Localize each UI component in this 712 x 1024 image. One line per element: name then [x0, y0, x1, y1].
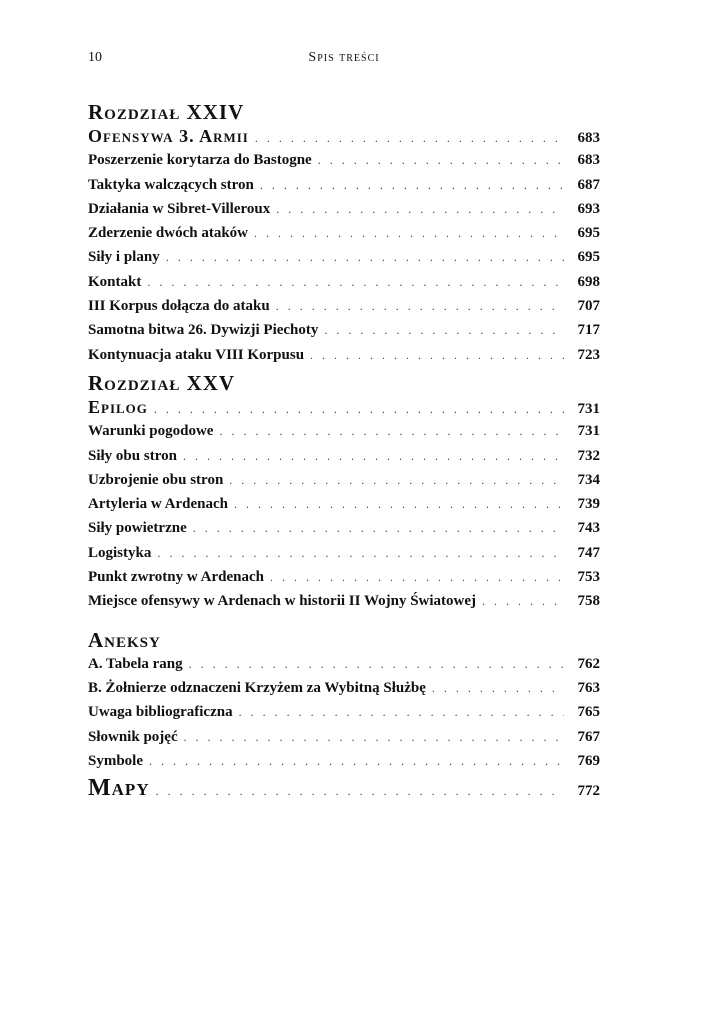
entry-page: 772	[577, 783, 600, 800]
dot-leader	[219, 419, 564, 443]
chapter-heading-25: Rozdział XXV	[88, 370, 236, 395]
toc-entry	[88, 652, 600, 676]
toc-entry	[88, 148, 600, 172]
entry-title: Taktyka walczących stron	[88, 176, 254, 193]
dot-leader	[234, 492, 564, 516]
dot-leader	[260, 173, 564, 197]
entry-page: 683	[577, 152, 600, 169]
entry-title: Miejsce ofensywy w Ardenach w historii II Wojny Światowej	[88, 593, 477, 610]
table-of-contents	[88, 100, 600, 803]
entry-title: Działania w Sibret-Villeroux	[88, 200, 271, 217]
entry-title: Warunki pogodowe	[88, 423, 214, 440]
entry-page: 747	[577, 544, 600, 561]
entry-title: Kontakt	[88, 273, 142, 290]
dot-leader	[255, 126, 564, 150]
entry-title: Logistyka	[88, 544, 152, 561]
toc-entry	[88, 318, 600, 342]
toc-entry	[88, 749, 600, 773]
entry-page: 758	[577, 593, 600, 610]
entry-title: Siły powietrzne	[88, 520, 187, 537]
entry-title: Poszerzenie korytarza do Bastogne	[88, 152, 312, 169]
page-number: 10	[88, 50, 102, 65]
dot-leader	[183, 444, 564, 468]
toc-entry	[88, 245, 600, 269]
spacer	[88, 614, 600, 628]
entry-title: Słownik pojęć	[88, 728, 178, 745]
dot-leader	[189, 652, 564, 676]
toc-entry	[88, 419, 600, 443]
entry-page: 683	[577, 130, 600, 146]
dot-leader	[318, 148, 564, 172]
entry-page: 753	[577, 569, 600, 586]
dot-leader	[482, 589, 564, 613]
entry-title: B. Żołnierze odznaczeni Krzyżem za Wybitną Służbę	[88, 679, 426, 696]
entry-title: Zderzenie dwóch ataków	[88, 225, 248, 242]
dot-leader	[432, 676, 564, 700]
entry-title: Artyleria w Ardenach	[88, 496, 228, 513]
toc-entry	[88, 700, 600, 724]
entry-page: 693	[577, 200, 600, 217]
running-head	[88, 50, 600, 70]
dot-leader	[239, 700, 564, 724]
entry-page: 734	[577, 471, 600, 488]
toc-entry	[88, 565, 600, 589]
dot-leader	[276, 294, 564, 318]
dot-leader	[157, 541, 564, 565]
entry-page: 731	[577, 400, 600, 417]
entry-title: III Korpus dołącza do ataku	[88, 298, 270, 315]
chapter-heading-24: Rozdział XXIV	[88, 100, 245, 124]
entry-page: 739	[577, 496, 600, 513]
entry-page: 707	[577, 298, 600, 315]
toc-entry	[88, 444, 600, 468]
entry-title: Punkt zwrotny w Ardenach	[88, 569, 264, 586]
entry-title: Mapy	[88, 775, 150, 802]
toc-entry	[88, 294, 600, 318]
toc-entry	[88, 270, 600, 294]
dot-leader	[193, 516, 564, 540]
dot-leader	[154, 397, 564, 421]
dot-leader	[149, 749, 564, 773]
entry-title: A. Tabela rang	[88, 655, 183, 672]
dot-leader	[254, 221, 564, 245]
entry-page: 717	[577, 322, 600, 339]
toc-entry-chapter-25-title	[88, 395, 600, 419]
entry-title: Epilog	[88, 396, 148, 417]
entry-title: Ofensywa 3. Armii	[88, 126, 249, 146]
running-title: Spis treści	[308, 50, 380, 65]
entry-page: 765	[577, 704, 600, 721]
toc-entry	[88, 676, 600, 700]
entry-title: Uzbrojenie obu stron	[88, 471, 224, 488]
entry-page: 698	[577, 273, 600, 290]
entry-page: 731	[577, 423, 600, 440]
entry-page: 767	[577, 728, 600, 745]
dot-leader	[324, 318, 564, 342]
dot-leader	[166, 245, 564, 269]
entry-title: Siły obu stron	[88, 447, 177, 464]
toc-entry	[88, 468, 600, 492]
toc-entry-chapter-24-title	[88, 124, 600, 148]
toc-entry-maps	[88, 773, 600, 803]
entry-title: Symbole	[88, 752, 144, 769]
entry-title: Uwaga bibliograficzna	[88, 704, 233, 721]
entry-title: Samotna bitwa 26. Dywizji Piechoty	[88, 322, 319, 339]
dot-leader	[229, 468, 564, 492]
toc-entry	[88, 197, 600, 221]
entry-page: 763	[577, 679, 600, 696]
toc-entry	[88, 492, 600, 516]
entry-page: 732	[577, 447, 600, 464]
toc-entry	[88, 173, 600, 197]
dot-leader	[276, 197, 564, 221]
entry-title: Siły i plany	[88, 249, 160, 266]
toc-entry	[88, 221, 600, 245]
entry-page: 743	[577, 520, 600, 537]
entry-page: 695	[577, 249, 600, 266]
entry-page: 695	[577, 225, 600, 242]
toc-entry	[88, 541, 600, 565]
entry-title: Kontynuacja ataku VIII Korpusu	[88, 346, 305, 363]
toc-entry	[88, 589, 600, 613]
entry-page: 723	[577, 346, 600, 363]
toc-entry	[88, 516, 600, 540]
entry-page: 769	[577, 752, 600, 769]
dot-leader	[156, 776, 564, 806]
dot-leader	[147, 270, 564, 294]
dot-leader	[310, 343, 564, 367]
dot-leader	[184, 725, 564, 749]
entry-page: 762	[577, 655, 600, 672]
annexes-heading: Aneksy	[88, 627, 161, 652]
dot-leader	[270, 565, 564, 589]
toc-entry	[88, 343, 600, 367]
entry-page: 687	[577, 176, 600, 193]
toc-entry	[88, 725, 600, 749]
